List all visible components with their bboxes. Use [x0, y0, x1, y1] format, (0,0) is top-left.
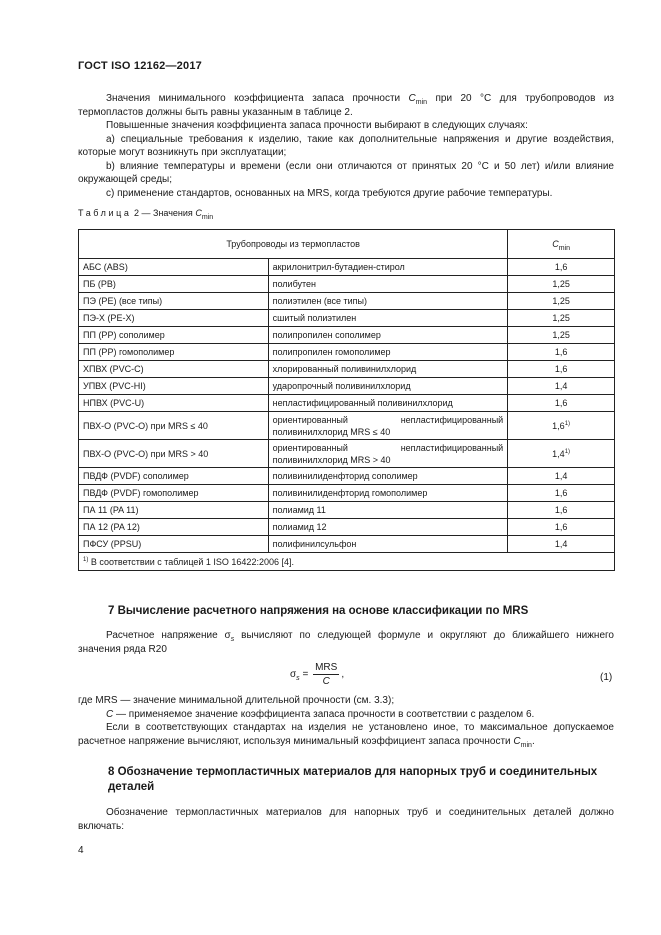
cmin-value: 1,25	[552, 313, 570, 323]
section-7-where	[78, 694, 614, 748]
table-row	[79, 485, 615, 502]
cell-material-name: ориентированный непластифицированный поливинилхлорид MRS ≤ 40	[268, 412, 508, 440]
cell-cmin-value	[508, 412, 615, 440]
cell-material-code: НПВХ (PVC-U)	[79, 395, 269, 412]
cell-material-name: акрилонитрил-бутадиен-стирол	[268, 259, 508, 276]
footnote-ref: 1)	[564, 448, 571, 455]
where-mrs: где MRS — значение минимальной длительной прочности (см. 3.3);	[78, 695, 395, 706]
cell-material-name: хлорированный поливинилхлорид	[268, 361, 508, 378]
cell-material-code: ПВДФ (PVDF) гомополимер	[79, 485, 269, 502]
formula-number: (1)	[600, 672, 613, 683]
cell-cmin-value	[508, 502, 615, 519]
cell-material-name: поливинилиденфторид гомополимер	[268, 485, 508, 502]
intro-list-item-a: a) специальные требования к изделию, такие как дополнительные напряжения и другие воздействия, которые могут возникнуть при эксплуатации;	[78, 133, 614, 158]
cell-material-code: ПБ (PB)	[79, 276, 269, 293]
table-row	[79, 276, 615, 293]
cell-material-name: полиамид 12	[268, 519, 508, 536]
intro-text	[78, 92, 614, 200]
page-number: 4	[78, 845, 84, 856]
cmin-value: 1,6	[554, 364, 568, 374]
cmin-value: 1,4	[552, 448, 565, 459]
cell-cmin-value	[508, 276, 615, 293]
intro-paragraph: Повышенные значения коэффициента запаса прочности выбирают в следующих случаях:	[106, 120, 528, 131]
cell-cmin-value	[508, 310, 615, 327]
table-row	[79, 412, 615, 440]
cmin-value: 1,6	[554, 488, 568, 498]
cmin-value: 1,6	[554, 505, 568, 515]
where-c: C — применяемое значение коэффициента запаса прочности в соответствии с разделом 6.	[106, 708, 535, 720]
cell-cmin-value	[508, 344, 615, 361]
table-row	[79, 259, 615, 276]
cell-material-name: полибутен	[268, 276, 508, 293]
cell-material-name: непластифицированный поливинилхлорид	[268, 395, 508, 412]
section-7-title: 7 Вычисление расчетного напряжения на основе классификации по MRS	[108, 605, 529, 617]
section-7-intro	[78, 629, 614, 656]
cell-material-code: АБС (ABS)	[79, 259, 269, 276]
table-row	[79, 378, 615, 395]
cmin-value: 1,6	[554, 347, 568, 357]
formula-lhs: $\sigma_s$	[290, 669, 300, 683]
table-row	[79, 536, 615, 553]
table-row	[79, 327, 615, 344]
cell-cmin-value	[508, 440, 615, 468]
cell-material-code: ПФСУ (PPSU)	[79, 536, 269, 553]
cell-material-name: полифинилсульфон	[268, 536, 508, 553]
cell-cmin-value	[508, 378, 615, 395]
cell-material-name: полипропилен гомополимер	[268, 344, 508, 361]
table-footnote-row	[79, 553, 615, 571]
section-8-intro	[78, 806, 614, 833]
table-row	[79, 468, 615, 485]
cmin-value: 1,4	[554, 381, 568, 391]
section-7-paragraph-2: Если в соответствующих стандартах на изделия не установлено иное, то максимальное допускаемое расчетное напряжение вычисляют, используя минимальный коэффициент запаса прочности $C_{min}$.	[78, 722, 614, 749]
table-caption: Таблица 2 — Значения $C_{min}$	[78, 208, 214, 221]
cell-material-code: ПВДФ (PVDF) сополимер	[79, 468, 269, 485]
section-8-title: 8 Обозначение термопластичных материалов для напорных труб и соединительных деталей	[108, 766, 598, 793]
cell-material-name: полипропилен сополимер	[268, 327, 508, 344]
formula-1: $\sigma_s$ = $\frac{\text{MRS}}{C}$ ,	[290, 662, 345, 687]
cmin-value: 1,4	[554, 471, 568, 481]
cell-material-code: ПЭ-Х (PE-X)	[79, 310, 269, 327]
cmin-value: 1,25	[552, 330, 570, 340]
cmin-value: 1,4	[554, 539, 568, 549]
cell-cmin-value	[508, 327, 615, 344]
cmin-table	[78, 229, 615, 571]
cell-cmin-value	[508, 468, 615, 485]
cmin-value: 1,6	[554, 398, 568, 408]
table-row	[79, 395, 615, 412]
cell-material-code: ПП (PP) гомополимер	[79, 344, 269, 361]
cell-material-name: полиэтилен (все типы)	[268, 293, 508, 310]
header-cmin: $C_{min}$	[508, 230, 615, 259]
cell-cmin-value	[508, 361, 615, 378]
footnote-mark: 1)	[83, 556, 89, 563]
intro-paragraph: Значения минимального коэффициента запаса прочности $C_{min}$ при 20 °С для трубопроводов из термопластов должны быть равны указанным в таблице 2.	[78, 93, 615, 118]
formula-denominator: C	[322, 676, 330, 687]
cell-material-code: ПА 12 (PA 12)	[79, 519, 269, 536]
intro-list-item-c: c) применение стандартов, основанных на MRS, когда требуются другие рабочие температуры.	[106, 187, 553, 199]
cmin-value: 1,25	[552, 296, 570, 306]
cell-material-code: ПА 11 (PA 11)	[79, 502, 269, 519]
table-row	[79, 293, 615, 310]
cell-cmin-value	[508, 395, 615, 412]
cell-material-name: ориентированный непластифицированный поливинилхлорид MRS > 40	[268, 440, 508, 468]
formula-equals: =	[302, 669, 309, 681]
footnote-ref: 1)	[564, 420, 571, 427]
footnote-text: В соответствии с таблицей 1 ISO 16422:2006 [4].	[90, 556, 294, 567]
cell-material-name: ударопрочный поливинилхлорид	[268, 378, 508, 395]
table-row	[79, 310, 615, 327]
cell-cmin-value	[508, 536, 615, 553]
header-pipes: Трубопроводы из термопластов	[79, 230, 508, 259]
cell-material-code: ПВХ-О (PVC-O) при MRS > 40	[79, 440, 269, 468]
section-8-paragraph: Обозначение термопластичных материалов для напорных труб и соединительных деталей должно включать:	[78, 807, 614, 832]
formula-numerator: MRS	[315, 662, 338, 673]
cell-material-name: сшитый полиэтилен	[268, 310, 508, 327]
table-row	[79, 502, 615, 519]
cmin-value: 1,6	[552, 420, 565, 431]
cell-material-code: ПП (PP) сополимер	[79, 327, 269, 344]
cell-material-name: поливинилиденфторид сополимер	[268, 468, 508, 485]
cell-cmin-value	[508, 485, 615, 502]
cell-material-code: ПВХ-О (PVC-O) при MRS ≤ 40	[79, 412, 269, 440]
cell-cmin-value	[508, 519, 615, 536]
cell-material-code: УПВХ (PVC-HI)	[79, 378, 269, 395]
cmin-value: 1,25	[552, 279, 570, 289]
table-row	[79, 440, 615, 468]
cell-material-code: ХПВХ (PVC-C)	[79, 361, 269, 378]
table-row	[79, 361, 615, 378]
document-header: ГОСТ ISO 12162—2017	[78, 60, 202, 72]
cell-material-name: полиамид 11	[268, 502, 508, 519]
cell-cmin-value	[508, 293, 615, 310]
table-row	[79, 519, 615, 536]
section-7-paragraph: Расчетное напряжение $\sigma_s$ вычисляют по следующей формуле и округляют до ближайшего нижнего значения ряда R20	[78, 630, 614, 655]
cmin-value: 1,6	[554, 262, 568, 272]
cmin-value: 1,6	[554, 522, 568, 532]
intro-list-item-b: b) влияние температуры и времени (если они отличаются от принятых 20 °С и 50 лет) и/или влияние окружающей среды;	[78, 160, 614, 185]
table-row	[79, 344, 615, 361]
table-header-row	[79, 230, 615, 259]
formula-fraction	[313, 662, 339, 687]
table-footnote	[79, 553, 615, 571]
cell-cmin-value	[508, 259, 615, 276]
cell-material-code: ПЭ (PE) (все типы)	[79, 293, 269, 310]
